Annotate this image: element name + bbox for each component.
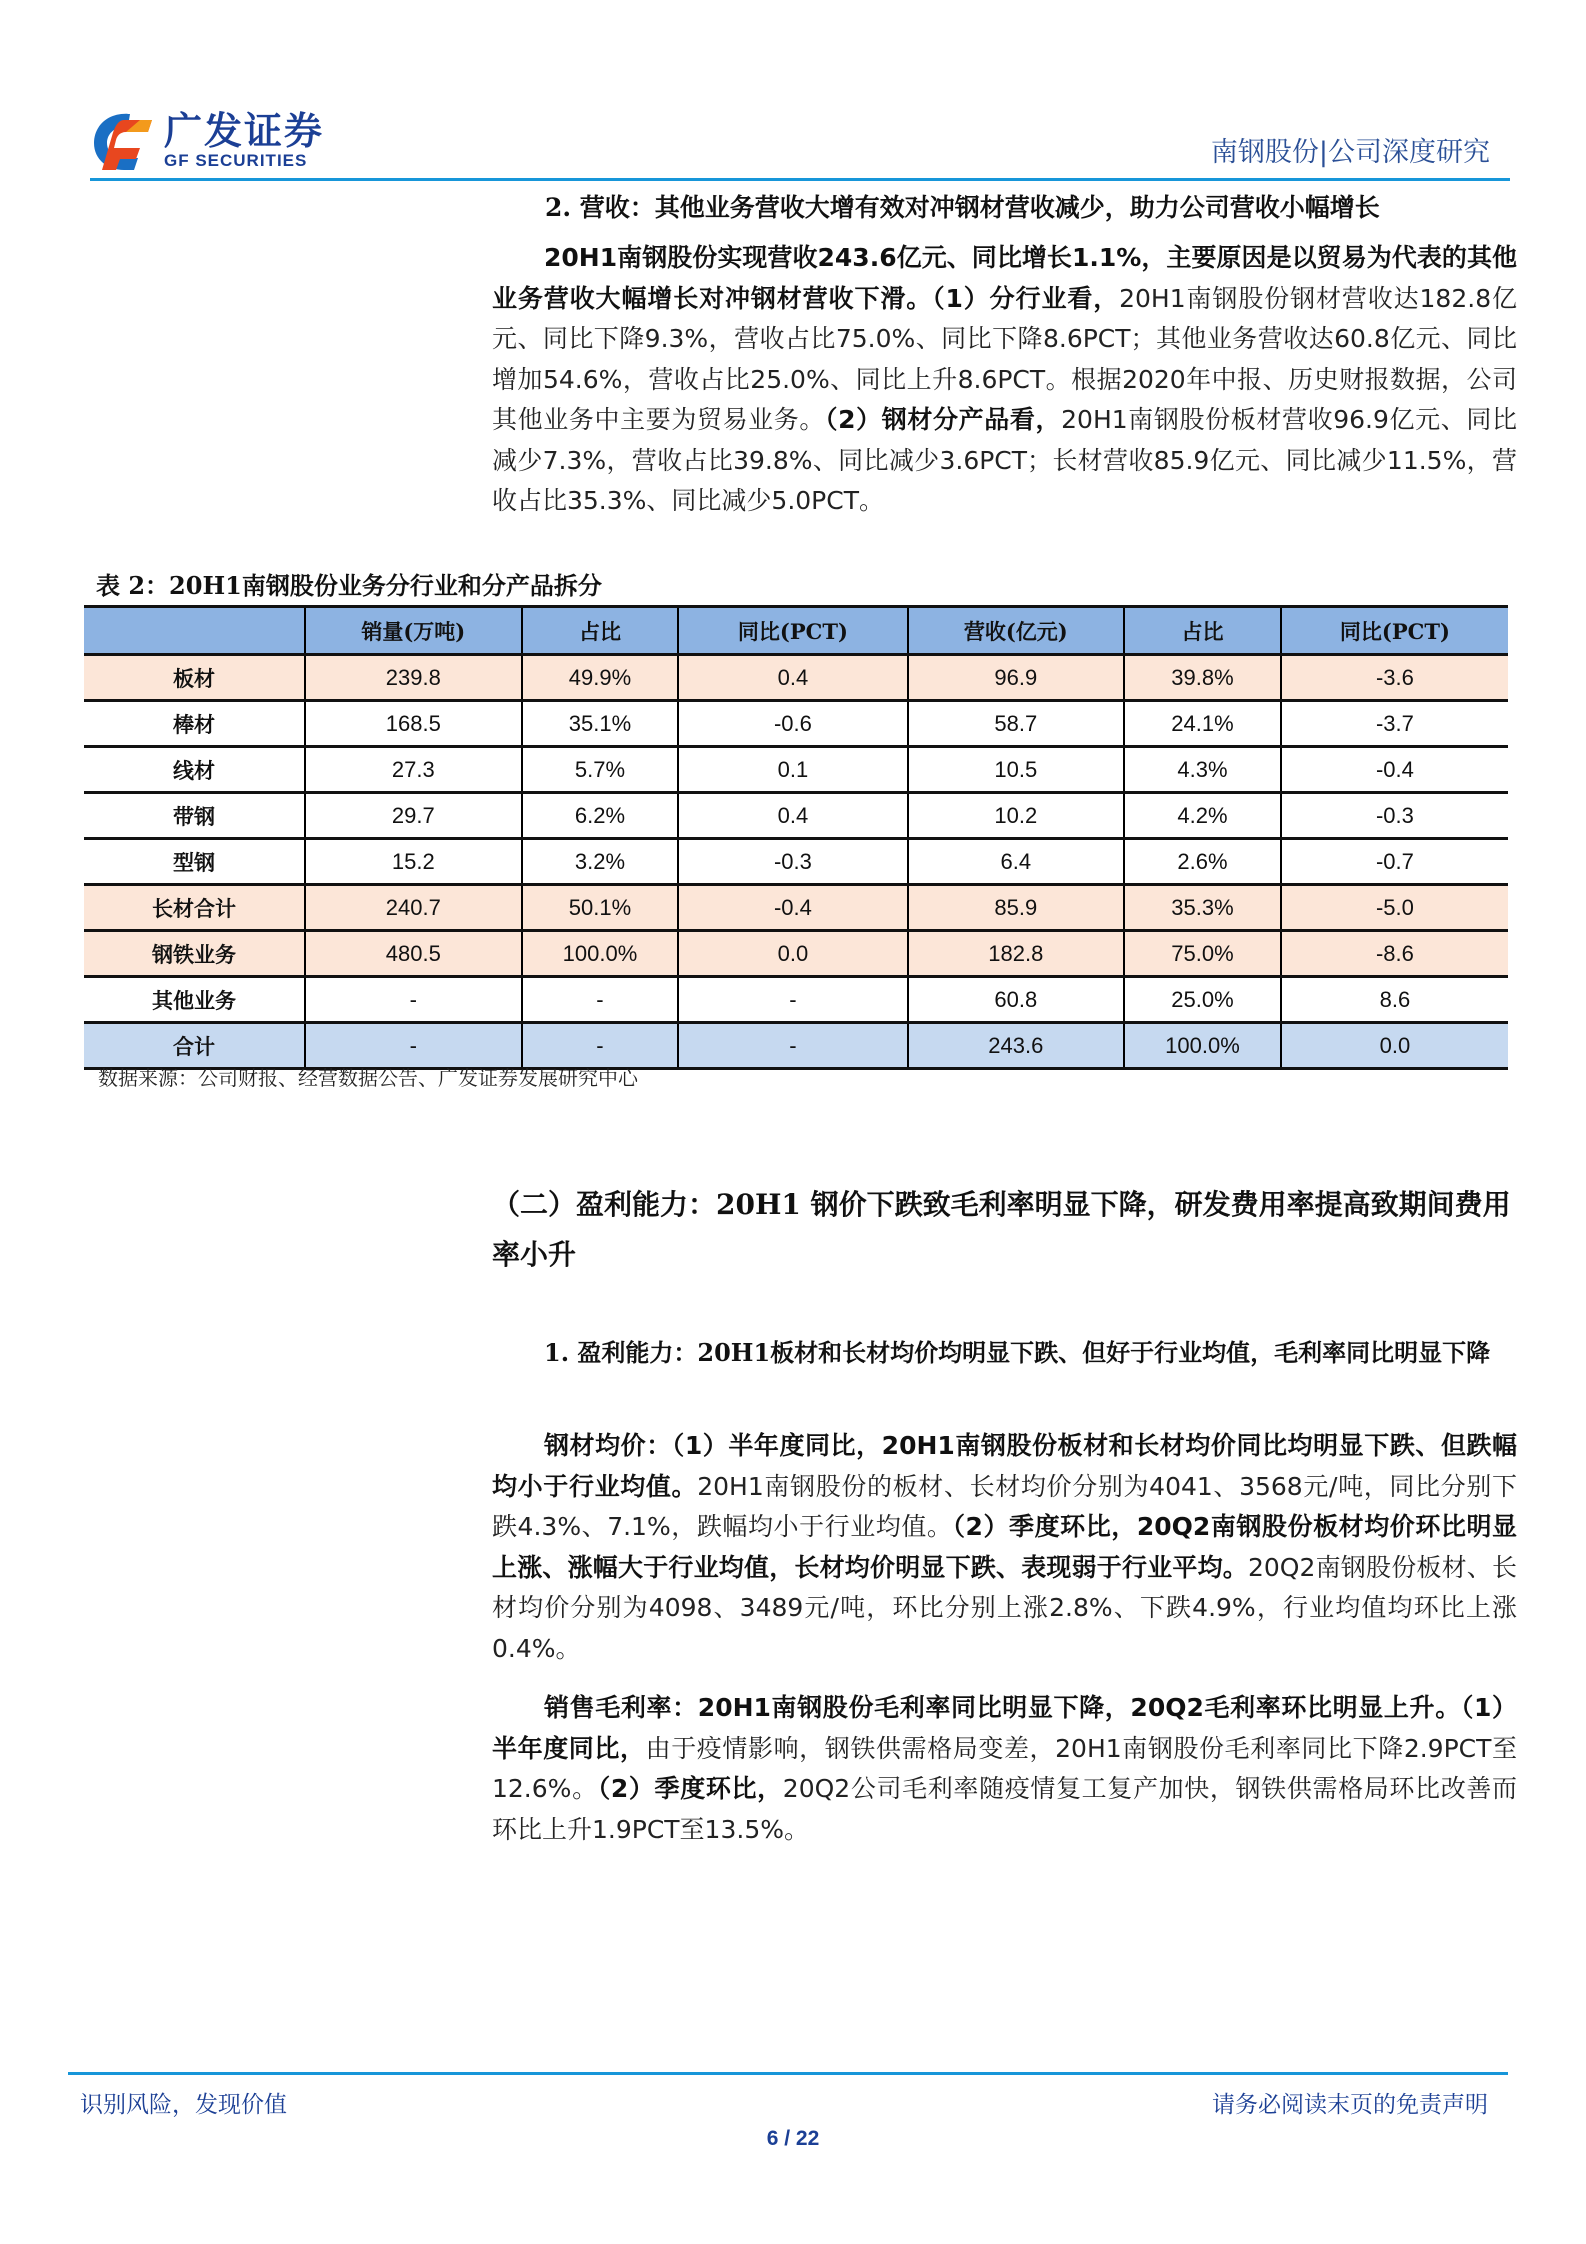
- table-cell: 60.8: [908, 977, 1125, 1023]
- table-cell: 58.7: [908, 701, 1125, 747]
- table-cell: 6.2%: [522, 793, 679, 839]
- table-title: 表 2：20H1南钢股份业务分行业和分产品拆分: [96, 571, 602, 600]
- table-cell: 96.9: [908, 655, 1125, 701]
- steel-price-paragraph: [492, 1426, 1517, 1669]
- table-row: [84, 747, 1508, 793]
- paragraph-text: 20H1南钢股份钢材营收达182.8亿元、同比下降9.3%，营收占比75.0%、同比下降8.6PCT；其他业务营收达60.8亿元、同比增加54.6%，营收占比25.0%、同比上升8.6PCT。根据2020年中报、历史财报数据，公司其他业务中主要为贸易业务。: [492, 283, 1517, 434]
- table-cell: -: [305, 977, 522, 1023]
- table-cell: -8.6: [1281, 931, 1508, 977]
- table-cell: 2.6%: [1124, 839, 1281, 885]
- table-row: [84, 885, 1508, 931]
- row-label: 合计: [84, 1023, 305, 1069]
- table-cell: -0.6: [678, 701, 907, 747]
- logo-english-name: GF SECURITIES: [164, 151, 308, 170]
- table-cell: 0.0: [678, 931, 907, 977]
- row-label: 长材合计: [84, 885, 305, 931]
- table-cell: 0.0: [1281, 1023, 1508, 1069]
- table-cell: 100.0%: [1124, 1023, 1281, 1069]
- table-cell: 240.7: [305, 885, 522, 931]
- table-cell: 3.2%: [522, 839, 679, 885]
- table-cell: 6.4: [908, 839, 1125, 885]
- table-cell: -0.3: [1281, 793, 1508, 839]
- table-cell: 8.6: [1281, 977, 1508, 1023]
- table-cell: 35.1%: [522, 701, 679, 747]
- footer-disclaimer-link: 请务必阅读末页的免责声明: [1212, 2092, 1488, 2118]
- paragraph-bold: （2）季度环比，20Q2南钢股份板材均价环比明显上涨、涨幅大于行业均值，长材均价明显下跌、表现弱于行业平均。: [492, 1512, 1518, 1582]
- table-cell: -3.6: [1281, 655, 1508, 701]
- table-cell: 29.7: [305, 793, 522, 839]
- table-cell: 168.5: [305, 701, 522, 747]
- table-cell: 0.4: [678, 793, 907, 839]
- table-cell: 25.0%: [1124, 977, 1281, 1023]
- section-heading-profitability: （二）盈利能力：20H1 钢价下跌致毛利率明显下降，研发费用率提高致期间费用率小升: [492, 1188, 1511, 1271]
- table-row: [84, 701, 1508, 747]
- logo-chinese-name: 广发证券: [164, 109, 325, 153]
- section-heading-revenue: 2. 营收：其他业务营收大增有效对冲钢材营收减少，助力公司营收小幅增长: [545, 193, 1380, 222]
- paragraph-text: 20Q2公司毛利率随疫情复工复产加快，钢铁供需格局环比改善而环比上升1.9PCT至13.5%。: [492, 1774, 1517, 1844]
- table-cell: 4.3%: [1124, 747, 1281, 793]
- header-divider: [90, 178, 1510, 181]
- table-cell: 10.2: [908, 793, 1125, 839]
- paragraph-bold: （2）钢材分产品看，: [825, 405, 1062, 434]
- gf-securities-logo: [90, 110, 324, 172]
- table-row: [84, 655, 1508, 701]
- page-header: [90, 100, 1510, 180]
- paragraph-text: 20Q2南钢股份板材、长材均价分别为4098、3489元/吨，环比分别上涨2.8%、下跌4.9%，行业均值均环比上涨0.4%。: [492, 1552, 1517, 1663]
- table-cell: 480.5: [305, 931, 522, 977]
- table-source-note: 数据来源：公司财报、经营数据公告、广发证券发展研究中心: [98, 1066, 638, 1090]
- column-header: 占比: [1124, 607, 1281, 655]
- subheading-profitability: 1. 盈利能力：20H1板材和长材均价均明显下跌、但好于行业均值，毛利率同比明显下降: [544, 1338, 1491, 1367]
- gross-margin-paragraph: [492, 1688, 1517, 1850]
- table-cell: -: [678, 977, 907, 1023]
- row-label: 棒材: [84, 701, 305, 747]
- table-cell: 239.8: [305, 655, 522, 701]
- paragraph-bold: 钢材均价：（1）半年度同比，20H1南钢股份板材和长材均价同比均明显下跌、但跌幅均小于行业均值。: [492, 1431, 1517, 1501]
- column-header: 占比: [522, 607, 679, 655]
- table-cell: 243.6: [908, 1023, 1125, 1069]
- table-cell: 50.1%: [522, 885, 679, 931]
- table-cell: 39.8%: [1124, 655, 1281, 701]
- table-header-row: [84, 607, 1508, 655]
- table-cell: 4.2%: [1124, 793, 1281, 839]
- table-cell: -0.3: [678, 839, 907, 885]
- table-cell: 0.4: [678, 655, 907, 701]
- gf-logo-icon: [90, 110, 154, 172]
- table-cell: 27.3: [305, 747, 522, 793]
- paragraph-bold: 销售毛利率：20H1南钢股份毛利率同比明显下降，20Q2毛利率环比明显上升。（1）半年度同比，: [492, 1693, 1517, 1763]
- paragraph-text: 由于疫情影响，钢铁供需格局变差，20H1南钢股份毛利率同比下降2.9PCT至12.6%。: [492, 1733, 1517, 1803]
- revenue-paragraph: [492, 238, 1517, 522]
- table-cell: -: [522, 977, 679, 1023]
- table-row: [84, 931, 1508, 977]
- table-cell: -: [522, 1023, 679, 1069]
- column-header: [84, 607, 305, 655]
- table-cell: -: [305, 1023, 522, 1069]
- table-cell: 75.0%: [1124, 931, 1281, 977]
- business-breakdown-table: [84, 605, 1508, 1070]
- table-cell: 100.0%: [522, 931, 679, 977]
- paragraph-text: 20H1南钢股份板材营收96.9亿元、同比减少7.3%，营收占比39.8%、同比减少3.6PCT；长材营收85.9亿元、同比减少11.5%，营收占比35.3%、同比减少5.0PCT。: [492, 405, 1517, 515]
- footer-slogan: 识别风险，发现价值: [80, 2092, 287, 2118]
- table-cell: 5.7%: [522, 747, 679, 793]
- table-cell: 49.9%: [522, 655, 679, 701]
- table-row: [84, 977, 1508, 1023]
- table-row: [84, 839, 1508, 885]
- table-cell: -: [678, 1023, 907, 1069]
- table-cell: 15.2: [305, 839, 522, 885]
- column-header: 营收(亿元): [908, 607, 1125, 655]
- row-label: 带钢: [84, 793, 305, 839]
- table-cell: 24.1%: [1124, 701, 1281, 747]
- page-number: 6 / 22: [766, 2127, 820, 2150]
- table-cell: -0.4: [678, 885, 907, 931]
- row-label: 板材: [84, 655, 305, 701]
- row-label: 钢铁业务: [84, 931, 305, 977]
- table-row: [84, 793, 1508, 839]
- table-cell: 10.5: [908, 747, 1125, 793]
- footer-divider: [68, 2072, 1508, 2075]
- table-cell: 85.9: [908, 885, 1125, 931]
- table-cell: 182.8: [908, 931, 1125, 977]
- table-cell: -5.0: [1281, 885, 1508, 931]
- row-label: 型钢: [84, 839, 305, 885]
- paragraph-bold: 20H1南钢股份实现营收243.6亿元、同比增长1.1%，主要原因是以贸易为代表的其他业务营收大幅增长对冲钢材营收下滑。（1）分行业看，: [492, 243, 1517, 313]
- report-title: 南钢股份|公司深度研究: [1210, 137, 1490, 168]
- table-cell: -0.4: [1281, 747, 1508, 793]
- table-cell: -0.7: [1281, 839, 1508, 885]
- table-cell: 0.1: [678, 747, 907, 793]
- row-label: 线材: [84, 747, 305, 793]
- table-cell: 35.3%: [1124, 885, 1281, 931]
- paragraph-text: 20H1南钢股份的板材、长材均价分别为4041、3568元/吨，同比分别下跌4.3%、7.1%，跌幅均小于行业均值。: [492, 1471, 1517, 1541]
- column-header: 同比(PCT): [1281, 607, 1508, 655]
- row-label: 其他业务: [84, 977, 305, 1023]
- column-header: 销量(万吨): [305, 607, 522, 655]
- column-header: 同比(PCT): [678, 607, 907, 655]
- table-cell: -3.7: [1281, 701, 1508, 747]
- paragraph-bold: （2）季度环比，: [597, 1774, 783, 1803]
